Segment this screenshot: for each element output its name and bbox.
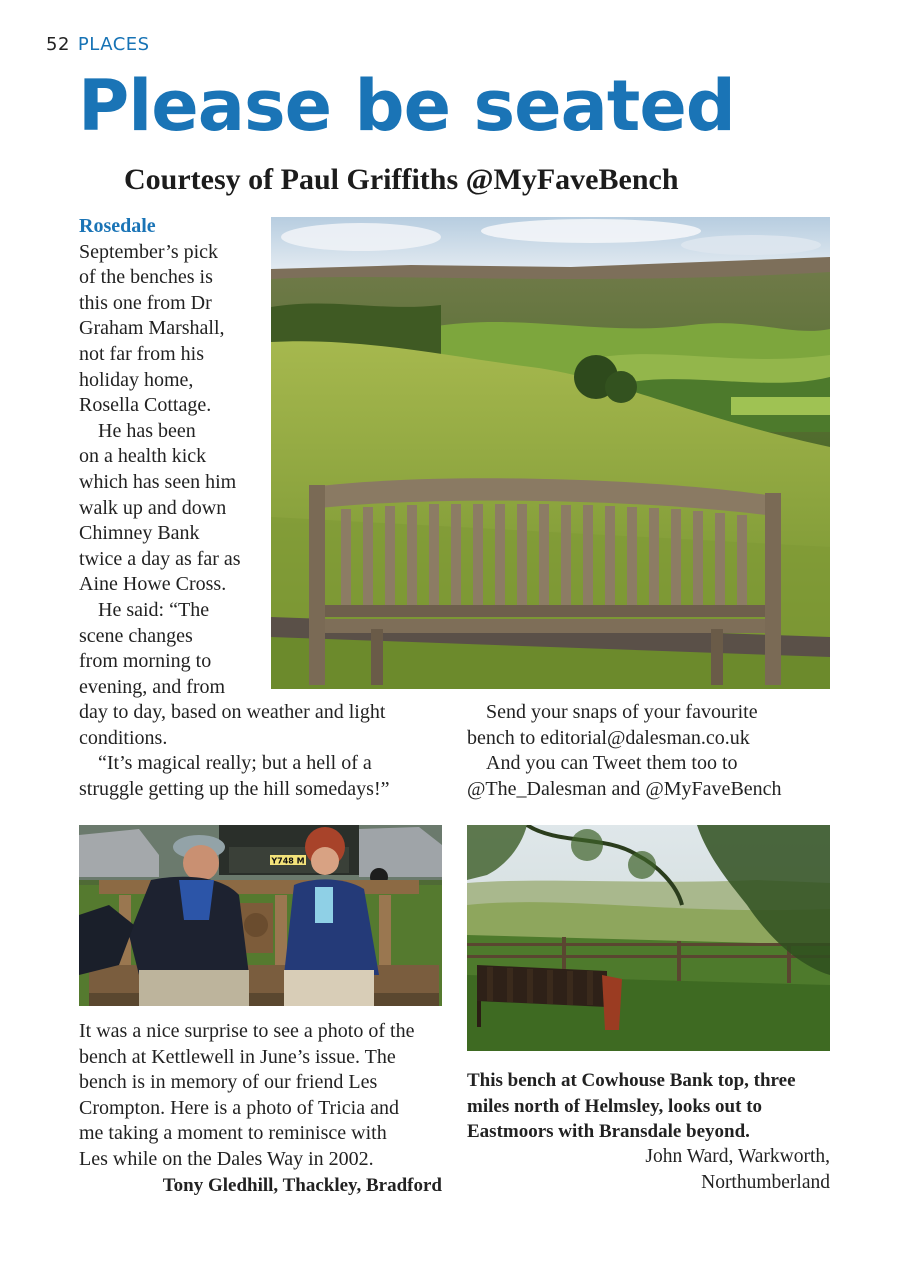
text-line: struggle getting up the hill somedays!” [79, 777, 390, 800]
text-line: evening, and from [79, 675, 226, 698]
text-line: bench is in memory of our friend Les [79, 1071, 378, 1094]
text-line: which has seen him [79, 470, 237, 493]
text-line: He said: “The [98, 598, 210, 621]
text-line: Crompton. Here is a photo of Tricia and [79, 1096, 399, 1119]
text-line: miles north of Helmsley, looks out to [467, 1095, 763, 1117]
number-plate: Y748 M [271, 856, 305, 866]
section-label: PLACES [77, 34, 150, 55]
kettlewell-bench-photo [79, 825, 442, 1006]
text-line: @The_Dalesman and @MyFaveBench [467, 777, 782, 800]
signature-line: Northumberland [701, 1171, 830, 1193]
text-line: He has been [98, 419, 196, 442]
headline: Please be seated [78, 65, 735, 147]
byline: Courtesy of Paul Griffiths @MyFaveBench [124, 163, 679, 196]
letter-kettlewell [79, 1019, 449, 1173]
submission-note [467, 700, 847, 802]
text-line: day to day, based on weather and light [79, 701, 386, 723]
text-line: holiday home, [79, 368, 194, 391]
text-line: It was a nice surprise to see a photo of the [79, 1020, 415, 1042]
text-line: me taking a moment to reminisce with [79, 1122, 387, 1145]
letter-cowhouse [467, 1068, 837, 1145]
text-line: twice a day as far as [79, 547, 241, 570]
text-line: “It’s magical really; but a hell of a [98, 752, 372, 775]
rosedale-bench-photo [271, 217, 830, 689]
page-number: 52 [46, 34, 70, 55]
kicker: Rosedale [79, 215, 156, 237]
article-continuation [79, 700, 459, 802]
text-line: on a health kick [79, 445, 207, 468]
text-line: Rosella Cottage. [79, 394, 212, 417]
text-line: Chimney Bank [79, 522, 200, 545]
text-line: Send your snaps of your favourite [486, 701, 758, 723]
text-line: bench to editorial@dalesman.co.uk [467, 726, 750, 749]
text-line: conditions. [79, 726, 168, 749]
letter-signature-right [560, 1144, 830, 1195]
text-line: from morning to [79, 650, 212, 673]
signature-line: John Ward, Warkworth, [645, 1146, 830, 1167]
text-line: walk up and down [79, 496, 227, 519]
article-left-column [79, 214, 269, 700]
text-line: scene changes [79, 624, 193, 647]
letter-signature-left: Tony Gledhill, Thackley, Bradford [162, 1175, 442, 1196]
text-line: of the benches is [79, 266, 213, 289]
text-line: September’s pick [79, 240, 219, 263]
text-line: bench at Kettlewell in June’s issue. The [79, 1045, 396, 1068]
text-line: Eastmoors with Bransdale beyond. [467, 1121, 750, 1143]
text-line: And you can Tweet them too to [486, 752, 738, 775]
text-line: this one from Dr [79, 291, 212, 314]
text-line: This bench at Cowhouse Bank top, three [467, 1070, 796, 1091]
page-folio [46, 34, 150, 55]
text-line: Graham Marshall, [79, 317, 225, 340]
text-line: Les while on the Dales Way in 2002. [79, 1147, 374, 1170]
cowhouse-bank-photo [467, 825, 830, 1051]
text-line: not far from his [79, 342, 204, 365]
text-line: Aine Howe Cross. [79, 573, 227, 596]
